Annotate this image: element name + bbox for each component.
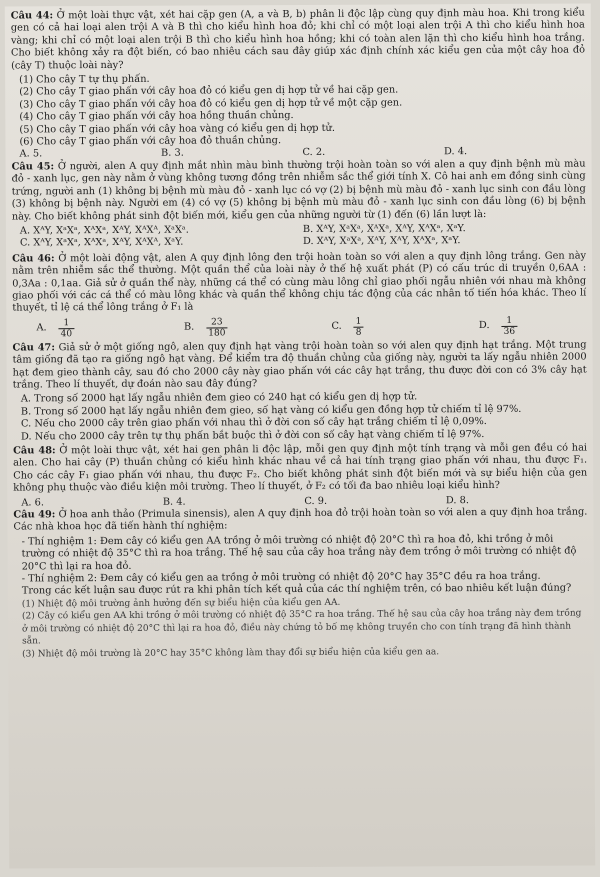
q47-option-d: D. Nếu cho 2000 cây trên tự thụ phấn bắt buộc thì ở đời con số cây hạt vàng chiếm tỉ lệ 97%. — [20, 428, 485, 443]
q49-experiment-1: - Thí nghiệm 1: Đem cây có kiểu gen AA trồng ở môi trường có nhiệt độ 20°C thì ra hoa đỏ, khi trồng ở môi trường có nhiệt độ 35°C thì ra hoa trắng. Thế hệ sau của cây hoa trắng này đem trồng ở môi trường có nhiệt độ 20°C thì lại ra hoa đỏ. — [21, 533, 577, 573]
q44-option-b: B. 3. — [160, 148, 184, 160]
question-46-text: Ở một loài động vật, alen A quy định lông đen trội hoàn toàn so với alen a quy định lông trắng. Gen này nằm trên nhiễm sắc thể thường. Một quần thể của loài này ở thế hệ xuất phát (P) có cấu trúc di truyền 0,6AA : 0,3Aa : 0,1aa. Giả sử ở quần thể này, những cá thể có cùng màu lông chỉ giao phối ngẫu nhiên với nhau mà không giao phối với các cá thể có màu lông khác và quần thể không chịu tác động của các nhân tố tiến hóa khác. Theo lí thuyết, tỉ lệ cá thể lông trắng ở F₁ là — [12, 250, 587, 314]
q48-option-b: B. 4. — [162, 496, 186, 508]
q49-experiment-2: - Thí nghiệm 2: Đem cây có kiểu gen aa trồng ở môi trường có nhiệt độ 20°C hay 35°C đều ra hoa trắng. — [21, 570, 541, 585]
q45-option-b: B. XᴬY, XᵃXᵃ, XᴬXᵃ, XᴬY, XᴬXᵃ, XᵃY. — [302, 223, 466, 235]
q46-option-c-fraction — [354, 316, 364, 337]
q45-options-row-2 — [12, 235, 586, 250]
q47-option-b: B. Trong số 2000 hạt lấy ngẫu nhiên đem gieo, số hạt vàng có kiểu gen đồng hợp tử chiếm tỉ lệ 97%. — [20, 403, 522, 418]
q46-option-d — [439, 315, 587, 337]
question-44-text: Ở một loài thực vật, xét hai cặp gen (A, a và B, b) phân li độc lập cùng quy định màu hoa. Khi trong kiểu gen có cả hai loại alen trội A và B thì cho kiểu hình hoa đỏ; khi chỉ có một loại alen trội A thì cho kiểu hình hoa vàng; khi chỉ có một loại alen trội B thì cho kiểu hình hoa hồng; khi có toàn alen lặn thì cho kiểu hình hoa trắng. Cho biết không xảy ra đột biến, có bao nhiêu cách sau đây giúp xác định chính xác kiểu gen của một cây hoa đỏ (cây T) thuộc loài này? — [10, 7, 586, 72]
q46-a-denominator: 40 — [60, 328, 73, 340]
q46-option-a — [12, 318, 144, 340]
q44-item-4: (4) Cho cây T giao phấn với cây hoa hồng thuần chủng. — [19, 110, 294, 123]
q46-d-denominator: 36 — [503, 326, 516, 337]
exam-page — [5, 3, 596, 868]
question-46 — [12, 250, 586, 315]
q44-option-a: A. 5. — [19, 148, 43, 160]
question-47-number: Câu 47: — [12, 342, 55, 354]
q48-option-a: A. 6. — [21, 496, 45, 509]
question-44 — [11, 8, 585, 73]
q44-option-c: C. 2. — [302, 147, 326, 159]
question-49 — [13, 507, 587, 535]
q44-item-6: (6) Cho cây T giao phấn với cây hoa đỏ thuần chủng. — [19, 135, 282, 148]
q46-option-b-fraction — [206, 317, 227, 338]
q44-item-5: (5) Cho cây T giao phấn với cây hoa vàng có kiểu gen dị hợp tử. — [19, 122, 335, 136]
question-49-number: Câu 49: — [13, 509, 56, 521]
q46-option-a-fraction — [59, 318, 75, 339]
q46-c-denominator: 8 — [355, 327, 362, 338]
question-49-text: Ở hoa anh thảo (Primula sinensis), alen A quy định hoa đỏ trội hoàn toàn so với alen a quy định hoa trắng. Các nhà khoa học đã tiến hành thí nghiệm: — [13, 506, 588, 533]
q48-option-c: C. 9. — [304, 495, 328, 507]
q46-c-numerator: 1 — [354, 316, 364, 327]
question-47 — [13, 339, 587, 392]
q49-conclusion-2: (2) Cây có kiểu gen AA khi trồng ở môi trường có nhiệt độ 35°C ra hoa trắng. Thế hệ sau của cây hoa trắng này đem trồng ở môi trường có nhiệt độ 20°C thì lại ra hoa đỏ, điều này chứng tỏ bố mẹ không truyền cho con tính trạng đã hình thành sẵn. — [21, 608, 582, 647]
question-48 — [13, 442, 587, 495]
q46-options — [12, 315, 586, 339]
q46-option-d-fraction — [501, 316, 517, 337]
question-45-text: Ở người, alen A quy định mắt nhìn màu bình thường trội hoàn toàn so với alen a quy định bệnh mù màu đỏ - xanh lục, gen này nằm ở vùng không tương đồng trên nhiễm sắc thể giới tính X. Cô hai anh em đồng sinh cùng trứng, người anh (1) không bị bệnh mù màu đỏ - xanh lục có vợ (2) bị bệnh mù màu đỏ - xanh lục sinh con đầu lòng (3) không bị bệnh này. Người em (4) có vợ (5) không bị bệnh mù màu đỏ - xanh lục sinh con đầu lòng (6) bị bệnh này. Cho biết không phát sinh đột biến mới, kiểu gen của những người từ (1) đến (6) lần lượt là: — [11, 158, 586, 223]
question-48-text: Ở một loài thực vật, xét hai gen phân li độc lập, mỗi gen quy định một tính trạng và mỗi gen đều có hai alen. Cho hai cây (P) thuần chủng có kiểu hình khác nhau về cả hai tính trạng giao phấn với nhau, thu được F₁. Cho các cây F₁ giao phấn với nhau, thu được F₂. Cho biết không phát sinh đột biến mới và sự biểu hiện của gen không phụ thuộc vào điều kiện môi trường. Theo lí thuyết, ở F₂ có tối đa bao nhiêu loại kiểu hình? — [13, 442, 588, 494]
q46-d-numerator: 1 — [501, 316, 517, 327]
q44-item-1: (1) Cho cây T tự thụ phấn. — [19, 73, 150, 86]
q44-item-2: (2) Cho cây T giao phấn với cây hoa đỏ có kiểu gen dị hợp tử về hai cặp gen. — [19, 84, 399, 98]
q44-option-d: D. 4. — [443, 146, 468, 158]
q45-option-d: D. XᴬY, XᵃXᵃ, XᴬY, XᴬY, XᴬXᵃ, XᵃY. — [302, 235, 461, 248]
q45-option-c: C. XᴬY, XᵃXᵃ, XᴬXᵃ, XᴬY, XᴬXᴬ, XᵃY. — [19, 236, 184, 249]
q47-option-c: C. Nếu cho 2000 cây trên giao phấn với nhau thì ở đời con số cây hạt trắng chiếm tỉ lệ 0,09%. — [20, 416, 487, 430]
q46-option-d-label: D. — [478, 320, 490, 332]
q49-prompt: Trong các kết luận sau được rút ra khi phân tích kết quả của các thí nghiệm trên, có bao nhiêu kết luận đúng? — [21, 583, 572, 597]
q46-option-c-label: C. — [331, 320, 342, 332]
question-45 — [12, 158, 586, 223]
q46-option-b-label: B. — [183, 321, 195, 333]
question-45-number: Câu 45: — [11, 161, 55, 173]
q49-conclusion-3: (3) Nhiệt độ môi trường là 20°C hay 35°C không làm thay đổi sự biểu hiện của kiểu gen aa. — [22, 646, 440, 659]
q46-b-numerator: 23 — [206, 317, 227, 328]
q45-option-a: A. XᴬY, XᵃXᵃ, XᴬXᵃ, XᴬY, XᴬXᴬ, XᵃXᵃ. — [19, 224, 189, 237]
q46-a-numerator: 1 — [59, 318, 75, 329]
question-48-number: Câu 48: — [13, 445, 56, 457]
q46-option-a-label: A. — [36, 322, 47, 334]
q47-option-a: A. Trong số 2000 hạt lấy ngẫu nhiên đem gieo có 240 hạt có kiểu gen dị hợp tử. — [20, 391, 418, 405]
question-46-number: Câu 46: — [12, 253, 55, 265]
question-44-number: Câu 44: — [10, 10, 54, 22]
q49-conclusion-1: (1) Nhiệt độ môi trường ảnh hưởng đến sự biểu hiện của kiểu gen AA. — [21, 597, 341, 610]
q46-option-b — [144, 317, 292, 339]
q46-b-denominator: 180 — [208, 328, 226, 339]
q48-option-d: D. 8. — [445, 494, 469, 506]
q44-item-3: (3) Cho cây T giao phấn với cây hoa đỏ có kiểu gen dị hợp tử về một cặp gen. — [19, 97, 403, 111]
q46-option-c — [291, 316, 439, 338]
question-47-text: Giả sử ở một giống ngô, alen quy định hạt vàng trội hoàn toàn so với alen quy định hạt trắng. Một trung tâm giống đã tạo ra giống ngô hạt vàng. Để kiểm tra độ thuần chủng của giống này, người ta lấy ngẫu nhiên 2000 hạt đem gieo thành cây, sau đó cho 2000 cây này giao phấn với các cây hạt trắng, thu được đời con có 3% cây hạt trắng. Theo lí thuyết, dự đoán nào sau đây đúng? — [12, 339, 587, 391]
